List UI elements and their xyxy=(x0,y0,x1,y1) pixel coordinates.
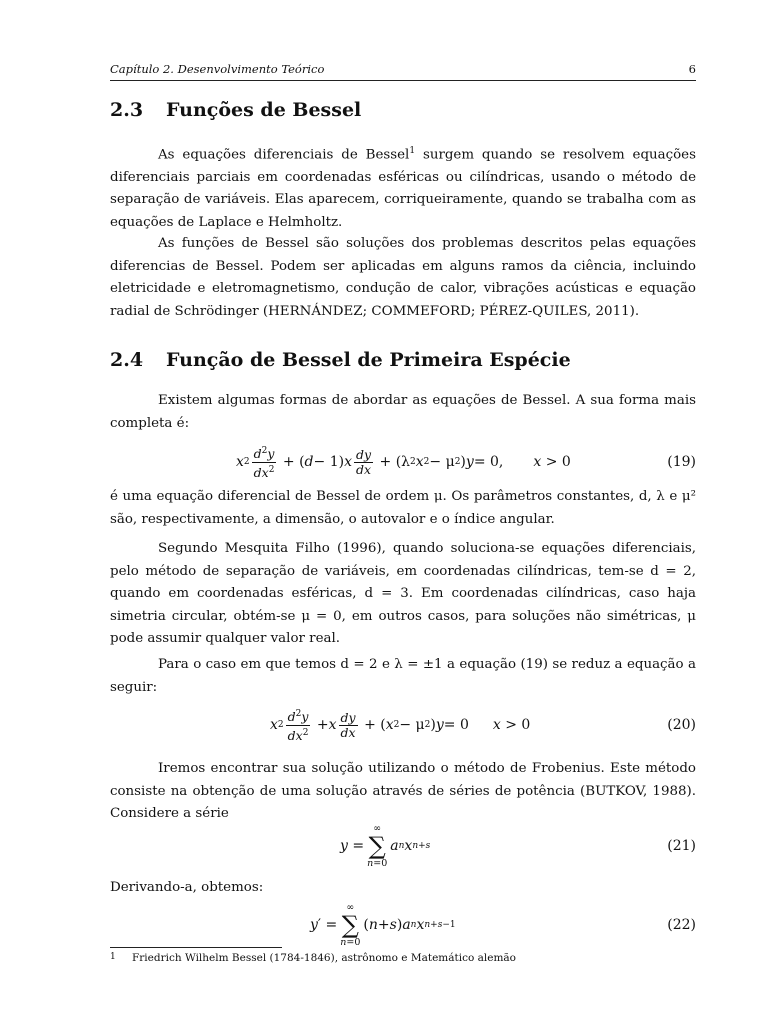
section-title: Funções de Bessel xyxy=(166,99,362,121)
section-number: 2.3 xyxy=(110,99,144,121)
equation-body: x 2 $\frac{d^2y}{dx^2}$ + ( d − 1) x $\frac{dy}{dx}$ + (λ 2 x 2 − μ 2 ) y = 0, x > 0 xyxy=(236,446,571,480)
equation-number: (21) xyxy=(667,838,696,854)
equation-body: y = ∞ ∑ n=0 a n x n+s xyxy=(340,823,431,869)
equation-body: y ′ = ∞ ∑ n=0 ( n + s ) a n x n+s−1 xyxy=(310,902,456,948)
paragraph-text: As equações diferenciais de Bessel xyxy=(158,147,410,163)
equation-body: x 2 $\frac{d^2y}{dx^2}$ + x $\frac{dy}{dx}$ + ( x 2 − μ 2 ) y = 0 x > 0 xyxy=(270,709,531,743)
running-header xyxy=(110,62,696,76)
paragraph-text: surgem quando se resolvem equações diferenciais parciais em coordenadas esféricas ou cilíndricas, usando o método de separação de variáveis. Elas aparecem, corriqueiramente, quando se trabalha com as equações de Laplace e Helmholtz. xyxy=(110,147,696,230)
header-rule xyxy=(110,80,696,81)
equation-21 xyxy=(110,823,696,869)
section-heading-2-3 xyxy=(110,99,361,121)
equation-19 xyxy=(110,442,696,482)
paragraph: Para o caso em que temos d = 2 e λ = ±1 a equação (19) se reduz a equação a seguir: xyxy=(110,657,696,695)
footnote-mark: 1 xyxy=(110,952,116,962)
footnote-text: Friedrich Wilhelm Bessel (1784-1846), astrônomo e Matemático alemão xyxy=(132,952,516,964)
paragraph: Iremos encontrar sua solução utilizando o método de Frobenius. Este método consiste na obtenção de uma solução através de séries de potência (BUTKOV, 1988). Considere a série xyxy=(110,761,696,821)
paragraph: é uma equação diferencial de Bessel de ordem μ. Os parâmetros constantes, d, λ e μ² são, respectivamente, a dimensão, o autovalor e o índice angular. xyxy=(110,489,696,527)
footnote-ref[interactable]: 1 xyxy=(409,146,416,156)
equation-number: (20) xyxy=(667,717,696,733)
chapter-title: Capítulo 2. Desenvolvimento Teórico xyxy=(110,62,325,76)
section-heading-2-4 xyxy=(110,349,571,371)
paragraph: Segundo Mesquita Filho (1996), quando soluciona-se equações diferenciais, pelo método de separação de variáveis, em coordenadas cilíndricas, tem-se d = 2, quando em coordenadas esféricas, d = 3. Em coordenadas cilíndricas, caso haja simetria circular, obtém-se μ = 0, em outros casos, para soluções não simétricas, μ pode assumir qualquer valor real. xyxy=(110,541,696,646)
paragraph xyxy=(110,140,696,234)
footnote xyxy=(110,952,516,964)
paragraph: Existem algumas formas de abordar as equações de Bessel. A sua forma mais completa é: xyxy=(110,393,696,431)
equation-22 xyxy=(110,902,696,948)
equation-number: (22) xyxy=(667,917,696,933)
equation-number: (19) xyxy=(667,454,696,470)
equation-20 xyxy=(110,705,696,745)
section-title: Função de Bessel de Primeira Espécie xyxy=(166,349,571,371)
footnote-rule xyxy=(110,947,282,948)
page-number: 6 xyxy=(688,62,696,76)
paragraph: Derivando-a, obtemos: xyxy=(110,880,264,895)
paragraph: As funções de Bessel são soluções dos problemas descritos pelas equações diferencias de Bessel. Podem ser aplicadas em alguns ramos da ciência, incluindo eletricidade e eletromagnetismo, condução de calor, vibrações acústicas e equação radial de Schrödinger (HERNÁNDEZ; COMMEFORD; PÉREZ-QUILES, 2011). xyxy=(110,236,696,319)
section-number: 2.4 xyxy=(110,349,144,371)
